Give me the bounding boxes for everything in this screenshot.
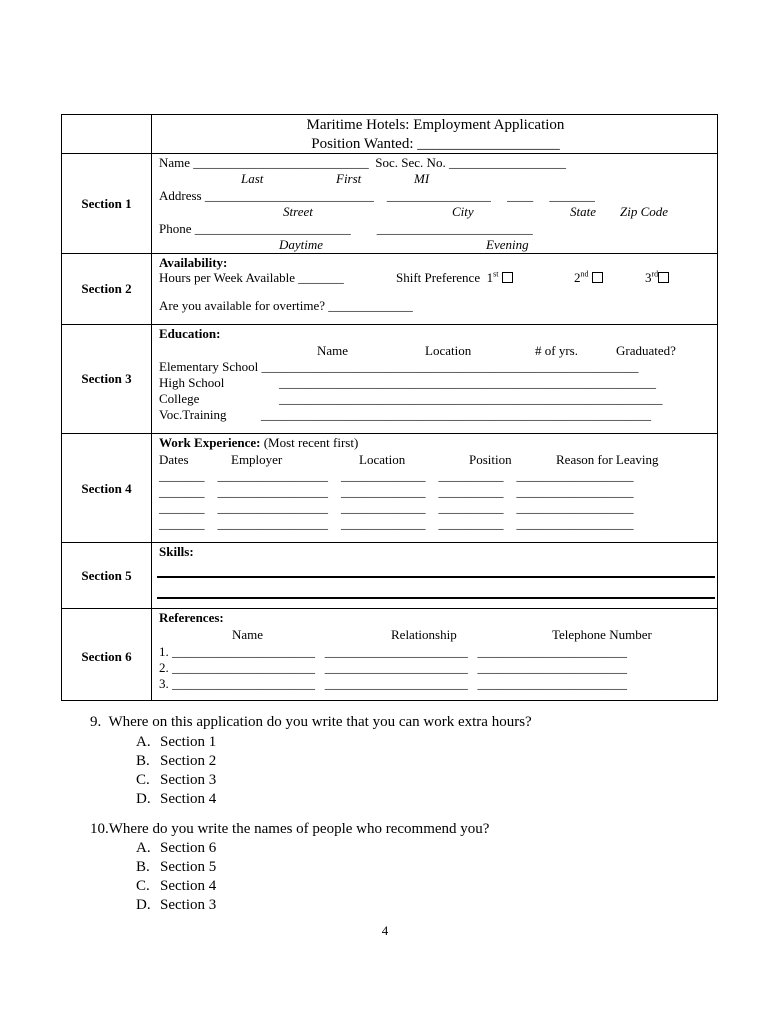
work-col-reason: Reason for Leaving <box>556 452 659 467</box>
page-number: 4 <box>381 923 389 938</box>
education-col-graduated: Graduated? <box>616 343 676 358</box>
reference-row-3[interactable]: 3. ______________________ ______________________ _______________________ <box>159 676 627 691</box>
q10-option-a[interactable] <box>136 839 216 858</box>
question-10-text: Where do you write the names of people who recommend you? <box>108 821 490 837</box>
skills-heading: Skills: <box>159 544 194 559</box>
question-9 <box>90 713 532 732</box>
third-shift <box>645 270 669 285</box>
voc-training-field[interactable]: ____________________________________________________________ <box>261 407 651 422</box>
second-shift-checkbox[interactable] <box>592 272 603 283</box>
education-col-name: Name <box>317 343 349 358</box>
first-shift-suffix: st <box>493 269 499 279</box>
form-title: Maritime Hotels: Employment Application <box>306 117 565 133</box>
zip-caption: Zip Code <box>620 204 669 219</box>
q9-option-b-text: Section 2 <box>160 753 217 769</box>
q10-option-b-letter: B. <box>136 859 150 875</box>
second-shift <box>574 270 603 285</box>
mi-caption: MI <box>414 171 430 186</box>
row-divider <box>62 324 717 325</box>
q10-option-a-letter: A. <box>136 840 151 856</box>
work-experience-note: (Most recent first) <box>260 435 359 450</box>
first-shift-checkbox[interactable] <box>502 272 513 283</box>
hours-per-week-field[interactable]: Hours per Week Available _______ <box>159 270 344 285</box>
daytime-caption: Daytime <box>279 237 324 252</box>
q10-option-b-text: Section 5 <box>160 859 217 875</box>
phone-field[interactable]: Phone ________________________ ________________________ <box>159 221 533 236</box>
skills-line-2[interactable] <box>157 597 715 599</box>
q9-option-c-text: Section 3 <box>160 772 217 788</box>
name-ssn-field[interactable]: Name ___________________________ Soc. Sec. No. __________________ <box>159 155 566 170</box>
work-experience-title: Work Experience: <box>159 435 261 450</box>
q9-option-a-letter: A. <box>136 734 151 750</box>
third-shift-checkbox[interactable] <box>658 272 669 283</box>
reference-row-2[interactable]: 2. ______________________ ______________________ _______________________ <box>159 660 627 675</box>
q10-option-d-text: Section 3 <box>160 897 217 913</box>
references-col-relationship: Relationship <box>391 627 457 642</box>
evening-caption: Evening <box>486 237 529 252</box>
q9-option-b-letter: B. <box>136 753 150 769</box>
section-1-label: Section 1 <box>81 196 132 211</box>
references-col-name: Name <box>232 627 264 642</box>
shift-preference-label: Shift Preference 1 <box>396 270 494 285</box>
q10-option-d[interactable] <box>136 896 216 915</box>
reference-row-1[interactable]: 1. ______________________ ______________________ _______________________ <box>159 644 627 659</box>
references-heading: References: <box>159 610 224 625</box>
references-col-telephone: Telephone Number <box>552 627 652 642</box>
third-shift-number: 3 <box>645 270 652 285</box>
question-10-number: 10. <box>90 821 109 837</box>
work-col-dates: Dates <box>159 452 189 467</box>
availability-heading: Availability: <box>159 255 228 270</box>
question-9-number: 9. <box>90 714 102 730</box>
last-caption: Last <box>241 171 264 186</box>
q10-option-a-text: Section 6 <box>160 840 217 856</box>
city-caption: City <box>452 204 474 219</box>
address-field[interactable]: Address __________________________ ________________ ____ _______ <box>159 188 595 203</box>
overtime-field[interactable]: Are you available for overtime? _____________ <box>159 298 413 313</box>
q9-option-b[interactable] <box>136 752 216 771</box>
q9-option-d[interactable] <box>136 790 216 809</box>
work-row[interactable]: _______ _________________ _____________ __________ __________________ <box>159 468 634 483</box>
work-col-employer: Employer <box>231 452 283 467</box>
question-10 <box>90 820 489 839</box>
q9-option-c[interactable] <box>136 771 216 790</box>
second-shift-number: 2 <box>574 270 581 285</box>
section-6-label: Section 6 <box>81 649 132 664</box>
section-2-label: Section 2 <box>81 281 132 296</box>
shift-preference <box>396 270 513 285</box>
q10-option-c[interactable] <box>136 877 216 896</box>
high-school-label: High School <box>159 375 225 390</box>
column-divider <box>151 115 152 700</box>
elementary-school-field[interactable]: Elementary School __________________________________________________________ <box>159 359 639 374</box>
college-label: College <box>159 391 200 406</box>
work-experience-heading <box>159 435 358 450</box>
section-5-label: Section 5 <box>81 568 132 583</box>
voc-training-label: Voc.Training <box>159 407 227 422</box>
section-4-label: Section 4 <box>81 481 132 496</box>
state-caption: State <box>570 204 596 219</box>
third-shift-suffix: rd <box>651 269 659 279</box>
employment-application-form <box>61 114 718 701</box>
row-divider <box>62 542 717 543</box>
college-field[interactable]: ___________________________________________________________ <box>279 391 663 406</box>
second-shift-suffix: nd <box>580 269 589 279</box>
q9-option-d-text: Section 4 <box>160 791 217 807</box>
q9-option-d-letter: D. <box>136 791 151 807</box>
question-9-text: Where on this application do you write that you can work extra hours? <box>108 714 532 730</box>
row-divider <box>62 253 717 254</box>
work-col-location: Location <box>359 452 406 467</box>
street-caption: Street <box>283 204 313 219</box>
work-col-position: Position <box>469 452 512 467</box>
row-divider <box>62 608 717 609</box>
work-row[interactable]: _______ _________________ _____________ __________ __________________ <box>159 484 634 499</box>
q10-option-c-letter: C. <box>136 878 150 894</box>
q10-option-c-text: Section 4 <box>160 878 217 894</box>
work-row[interactable]: _______ _________________ _____________ __________ __________________ <box>159 516 634 531</box>
q9-option-a-text: Section 1 <box>160 734 217 750</box>
q9-option-a[interactable] <box>136 733 216 752</box>
first-caption: First <box>336 171 362 186</box>
q10-option-b[interactable] <box>136 858 216 877</box>
education-heading: Education: <box>159 326 221 341</box>
high-school-field[interactable]: __________________________________________________________ <box>279 375 656 390</box>
skills-line-1[interactable] <box>157 576 715 578</box>
q9-option-c-letter: C. <box>136 772 150 788</box>
q10-option-d-letter: D. <box>136 897 151 913</box>
work-row[interactable]: _______ _________________ _____________ __________ __________________ <box>159 500 634 515</box>
position-wanted-field[interactable]: Position Wanted: ___________________ <box>311 136 560 152</box>
education-col-location: Location <box>425 343 472 358</box>
education-col-years: # of yrs. <box>535 343 578 358</box>
section-3-label: Section 3 <box>81 371 132 386</box>
row-divider <box>62 433 717 434</box>
